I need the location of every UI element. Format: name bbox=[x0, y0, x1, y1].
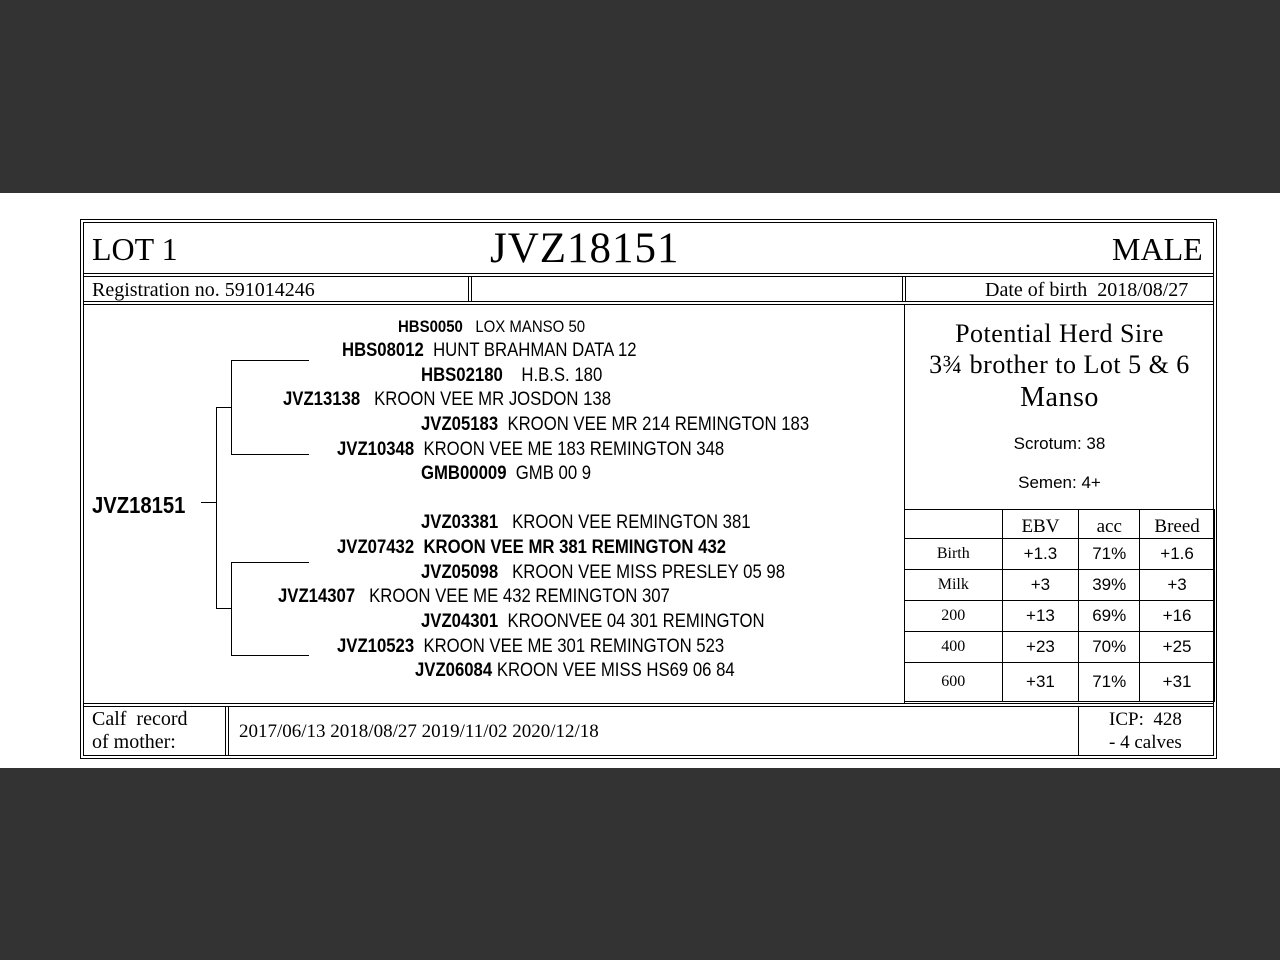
info-col-divider bbox=[905, 276, 906, 302]
animal-id-title: JVZ18151 bbox=[490, 225, 680, 272]
pedigree-bracket bbox=[231, 562, 309, 563]
dob-value: 2018/08/27 bbox=[1097, 279, 1189, 301]
ebv-breed-average: +31 bbox=[1140, 663, 1215, 702]
calf-record-label-line2: of mother: bbox=[92, 731, 176, 753]
pedigree-bracket bbox=[201, 502, 217, 503]
pedigree-bracket bbox=[231, 360, 309, 361]
pedigree-bracket bbox=[231, 562, 232, 656]
sex-label: MALE bbox=[1112, 231, 1203, 267]
icp-summary bbox=[1109, 708, 1182, 754]
ebv-header-cell: acc bbox=[1079, 510, 1140, 539]
ebv-value: +31 bbox=[1002, 663, 1079, 702]
pedigree-entry: HBS0050 LOX MANSO 50 bbox=[398, 317, 586, 336]
ebv-value: +3 bbox=[1002, 570, 1079, 601]
calf-record-label-line1: Calf record bbox=[92, 708, 188, 730]
ebv-header-cell: Breed bbox=[1140, 510, 1215, 539]
pedigree-entry: JVZ10348 KROON VEE ME 183 REMINGTON 348 bbox=[337, 439, 725, 460]
calf-col-divider bbox=[228, 706, 229, 756]
pedigree-entry: JVZ03381 KROON VEE REMINGTON 381 bbox=[421, 512, 751, 533]
pedigree-bracket bbox=[231, 454, 309, 455]
ebv-value: +13 bbox=[1002, 601, 1079, 632]
notes-relation: 3¾ brother to Lot 5 & 6 bbox=[929, 350, 1190, 379]
registration-number: Registration no. 591014246 bbox=[92, 279, 315, 301]
pedigree-subject: JVZ18151 bbox=[92, 492, 186, 518]
info-col-divider bbox=[468, 276, 469, 302]
pedigree-entry: GMB00009 GMB 00 9 bbox=[421, 463, 592, 484]
ebv-accuracy: 39% bbox=[1079, 570, 1140, 601]
pedigree-entry: JVZ05098 KROON VEE MISS PRESLEY 05 98 bbox=[421, 562, 786, 583]
ebv-trait-label: 200 bbox=[905, 601, 1003, 632]
header-divider bbox=[83, 273, 1214, 274]
notes-headline: Potential Herd Sire bbox=[955, 319, 1164, 348]
ebv-value: +1.3 bbox=[1002, 539, 1079, 570]
ebv-header-cell: EBV bbox=[1002, 510, 1079, 539]
pedigree-bracket bbox=[216, 608, 232, 609]
icp-value: ICP: 428 bbox=[1109, 709, 1182, 730]
pedigree-bracket bbox=[231, 360, 232, 455]
pedigree-entry: JVZ07432 KROON VEE MR 381 REMINGTON 432 bbox=[337, 537, 727, 558]
ebv-trait-label: Milk bbox=[905, 570, 1003, 601]
ebv-accuracy: 71% bbox=[1079, 539, 1140, 570]
calf-record-label bbox=[92, 708, 188, 754]
ebv-accuracy: 70% bbox=[1079, 632, 1140, 663]
calf-col-divider bbox=[1078, 706, 1079, 756]
ebv-header-cell bbox=[905, 510, 1003, 539]
pedigree-entry: JVZ05183 KROON VEE MR 214 REMINGTON 183 bbox=[421, 414, 810, 435]
ebv-accuracy: 69% bbox=[1079, 601, 1140, 632]
pedigree-entry: JVZ04301 KROONVEE 04 301 REMINGTON bbox=[421, 611, 765, 632]
pedigree-entry: JVZ06084 KROON VEE MISS HS69 06 84 bbox=[415, 660, 735, 681]
scrotum-measure: Scrotum: 38 bbox=[1013, 434, 1106, 453]
calf-count: - 4 calves bbox=[1109, 732, 1182, 753]
ebv-header-row bbox=[905, 510, 1215, 539]
info-col-divider bbox=[471, 276, 472, 302]
ebv-row bbox=[905, 663, 1215, 702]
date-of-birth bbox=[985, 277, 1188, 303]
pedigree-entry: JVZ13138 KROON VEE MR JOSDON 138 bbox=[283, 389, 612, 410]
pedigree-entry: HBS08012 HUNT BRAHMAN DATA 12 bbox=[342, 340, 637, 361]
pedigree-entry: JVZ10523 KROON VEE ME 301 REMINGTON 523 bbox=[337, 636, 725, 657]
ebv-value: +23 bbox=[1002, 632, 1079, 663]
pedigree-entry: HBS02180 H.B.S. 180 bbox=[421, 365, 603, 386]
lot-sheet bbox=[0, 193, 1280, 768]
calf-record-dates: 2017/06/13 2018/08/27 2019/11/02 2020/12/18 bbox=[239, 721, 599, 742]
pedigree-bracket bbox=[216, 407, 217, 608]
dob-label: Date of birth bbox=[985, 279, 1088, 301]
calf-record-divider-2 bbox=[83, 706, 1214, 707]
ebv-row bbox=[905, 539, 1215, 570]
ebv-breed-average: +16 bbox=[1140, 601, 1215, 632]
ebv-trait-label: 400 bbox=[905, 632, 1003, 663]
ebv-trait-label: 600 bbox=[905, 663, 1003, 702]
pedigree-bracket bbox=[216, 407, 232, 408]
lot-number: LOT 1 bbox=[92, 231, 178, 267]
ebv-accuracy: 71% bbox=[1079, 663, 1140, 702]
semen-grade: Semen: 4+ bbox=[1018, 473, 1101, 492]
info-divider bbox=[83, 301, 1214, 302]
calf-record-divider bbox=[83, 703, 1214, 704]
pedigree-entry: JVZ14307 KROON VEE ME 432 REMINGTON 307 bbox=[278, 586, 670, 607]
ebv-breed-average: +25 bbox=[1140, 632, 1215, 663]
ebv-breed-average: +3 bbox=[1140, 570, 1215, 601]
pedigree-bracket bbox=[231, 655, 309, 656]
info-divider-2 bbox=[83, 304, 1214, 305]
info-col-divider bbox=[902, 276, 903, 302]
ebv-row bbox=[905, 570, 1215, 601]
ebv-row bbox=[905, 632, 1215, 663]
notes-sire-line: Manso bbox=[1020, 382, 1099, 413]
calf-col-divider bbox=[225, 706, 226, 756]
ebv-breed-average: +1.6 bbox=[1140, 539, 1215, 570]
ebv-trait-label: Birth bbox=[905, 539, 1003, 570]
ebv-table bbox=[904, 509, 1215, 702]
ebv-row bbox=[905, 601, 1215, 632]
